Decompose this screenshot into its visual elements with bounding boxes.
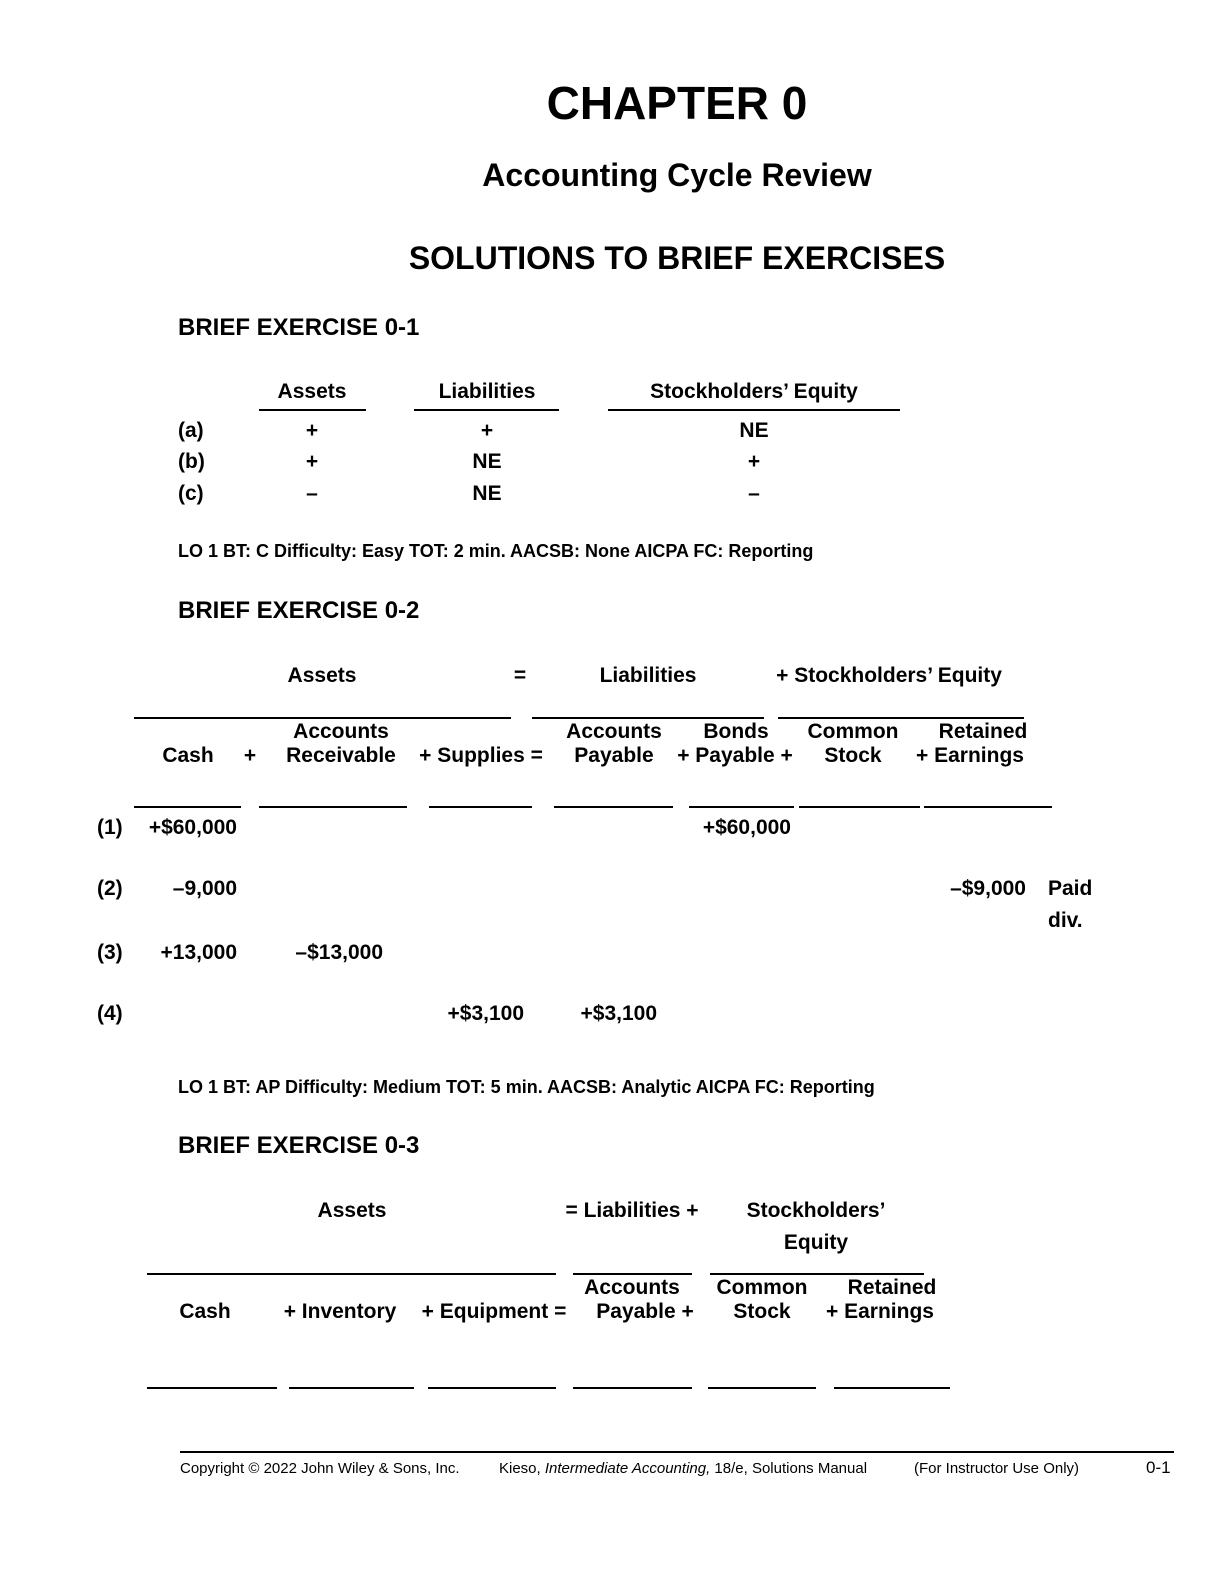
be2-col-line xyxy=(429,806,532,808)
be2-group-assets: Assets xyxy=(287,664,357,687)
footer-book-author: Kieso, xyxy=(499,1460,541,1477)
be1-row-label: (c) xyxy=(178,482,204,505)
be1-meta: LO 1 BT: C Difficulty: Easy TOT: 2 min. AACSB: None AICPA FC: Reporting xyxy=(178,541,814,561)
be2-row-re: –$9,000 xyxy=(950,877,1026,900)
be3-col-re-bottom: + Earnings xyxy=(826,1300,934,1323)
be2-col-cs-bottom: Stock xyxy=(824,744,882,767)
be1-underline-equity xyxy=(608,409,900,411)
be1-row-liabilities: NE xyxy=(472,482,502,505)
be2-col-ap-top: Accounts xyxy=(566,720,662,743)
be2-col-line xyxy=(689,806,794,808)
be1-row-assets: – xyxy=(306,482,318,505)
be3-col-re-top: Retained xyxy=(847,1276,937,1299)
be2-col-re-bottom: + Earnings xyxy=(916,744,1024,767)
be2-col-plus: + xyxy=(243,744,257,767)
be1-row-liabilities: NE xyxy=(472,450,502,473)
be2-row-ar: –$13,000 xyxy=(295,941,383,964)
be2-col-line xyxy=(554,806,673,808)
be3-group-line-equity xyxy=(710,1273,924,1275)
be3-col-line xyxy=(289,1387,414,1389)
be1-row-assets: + xyxy=(305,419,319,442)
be3-col-cash: Cash xyxy=(179,1300,231,1323)
be3-col-line xyxy=(147,1387,277,1389)
be1-row-equity: NE xyxy=(739,419,769,442)
be2-col-line xyxy=(799,806,920,808)
be2-group-equals: = xyxy=(513,664,527,687)
be2-row-label: (4) xyxy=(97,1002,123,1025)
be1-row-equity: + xyxy=(747,450,761,473)
be1-row-label: (a) xyxy=(178,419,204,442)
be1-row-label: (b) xyxy=(178,450,205,473)
be2-row-cash: +$60,000 xyxy=(148,816,237,839)
footer-instructor: (For Instructor Use Only) xyxy=(914,1460,1080,1477)
be3-col-ap-top: Accounts xyxy=(584,1276,680,1299)
be2-row-note: Paid xyxy=(1048,877,1093,900)
be2-col-cs-top: Common xyxy=(807,720,899,743)
be3-group-equity-bottom: Equity xyxy=(783,1231,849,1254)
be3-col-line xyxy=(428,1387,556,1389)
be2-col-bonds-top: Bonds xyxy=(703,720,769,743)
footer-page-number: 0-1 xyxy=(1146,1458,1171,1477)
be3-group-line-assets xyxy=(147,1273,556,1275)
footer-book-title: Intermediate Accounting, xyxy=(544,1460,711,1477)
be2-row-label: (2) xyxy=(97,877,123,900)
be2-group-line-equity xyxy=(778,717,1024,719)
be3-group-assets: Assets xyxy=(317,1199,387,1222)
be2-title: BRIEF EXERCISE 0-2 xyxy=(178,597,420,624)
footer-rule xyxy=(180,1451,1174,1453)
be1-row-assets: + xyxy=(305,450,319,473)
be2-group-line-assets xyxy=(134,717,511,719)
be1-header-liabilities: Liabilities xyxy=(438,380,536,403)
footer-book xyxy=(499,1460,867,1477)
be2-col-supplies: + Supplies = xyxy=(419,744,543,767)
be2-col-ar-top: Accounts xyxy=(293,720,389,743)
be2-col-ar-bottom: Receivable xyxy=(286,744,396,767)
be2-row-bonds: +$60,000 xyxy=(702,816,791,839)
be2-col-cash: Cash xyxy=(162,744,214,767)
footer-copyright: Copyright © 2022 John Wiley & Sons, Inc. xyxy=(180,1460,460,1477)
be3-group-equity-top: Stockholders’ xyxy=(746,1199,886,1222)
be1-header-assets: Assets xyxy=(277,380,347,403)
be2-row-cash: +13,000 xyxy=(160,941,237,964)
be1-header-equity: Stockholders’ Equity xyxy=(650,380,858,403)
section-title: SOLUTIONS TO BRIEF EXERCISES xyxy=(408,240,946,276)
be2-col-ap-bottom: Payable xyxy=(574,744,654,767)
be2-col-line xyxy=(134,806,241,808)
be1-underline-assets xyxy=(259,409,366,411)
be2-col-re-top: Retained xyxy=(938,720,1028,743)
be3-col-cs-bottom: Stock xyxy=(733,1300,791,1323)
footer-book-edition: 18/e, Solutions Manual xyxy=(714,1460,868,1477)
be2-group-liabilities: Liabilities xyxy=(599,664,697,687)
be2-group-equity: + Stockholders’ Equity xyxy=(776,664,1002,687)
be3-col-cs-top: Common xyxy=(716,1276,808,1299)
be3-group-liabilities: = Liabilities + xyxy=(565,1199,699,1222)
be1-title: BRIEF EXERCISE 0-1 xyxy=(178,314,420,341)
chapter-title: CHAPTER 0 xyxy=(546,77,808,129)
be3-col-ap-bottom: Payable + xyxy=(596,1300,694,1323)
be1-underline-liabilities xyxy=(414,409,559,411)
be3-group-line-liabilities xyxy=(573,1273,692,1275)
be2-row-label: (3) xyxy=(97,941,123,964)
be2-row-supplies: +$3,100 xyxy=(447,1002,524,1025)
chapter-subtitle: Accounting Cycle Review xyxy=(482,157,872,193)
be3-col-line xyxy=(708,1387,816,1389)
be1-row-equity: – xyxy=(748,482,760,505)
be3-col-equipment: + Equipment = xyxy=(421,1300,567,1323)
be3-title: BRIEF EXERCISE 0-3 xyxy=(178,1132,420,1159)
be2-row-label: (1) xyxy=(97,816,123,839)
be3-col-inventory: + Inventory xyxy=(283,1300,397,1323)
be2-row-note: div. xyxy=(1048,909,1083,932)
be3-col-line xyxy=(834,1387,950,1389)
be2-col-line xyxy=(924,806,1052,808)
be3-col-line xyxy=(573,1387,692,1389)
be2-meta: LO 1 BT: AP Difficulty: Medium TOT: 5 min. AACSB: Analytic AICPA FC: Reporting xyxy=(178,1077,875,1097)
be2-group-line-liabilities xyxy=(532,717,764,719)
be1-row-liabilities: + xyxy=(480,419,494,442)
be2-row-cash: –9,000 xyxy=(172,877,237,900)
be2-row-ap: +$3,100 xyxy=(580,1002,657,1025)
be2-col-bonds-bottom: + Payable + xyxy=(677,744,793,767)
be2-col-line xyxy=(259,806,407,808)
